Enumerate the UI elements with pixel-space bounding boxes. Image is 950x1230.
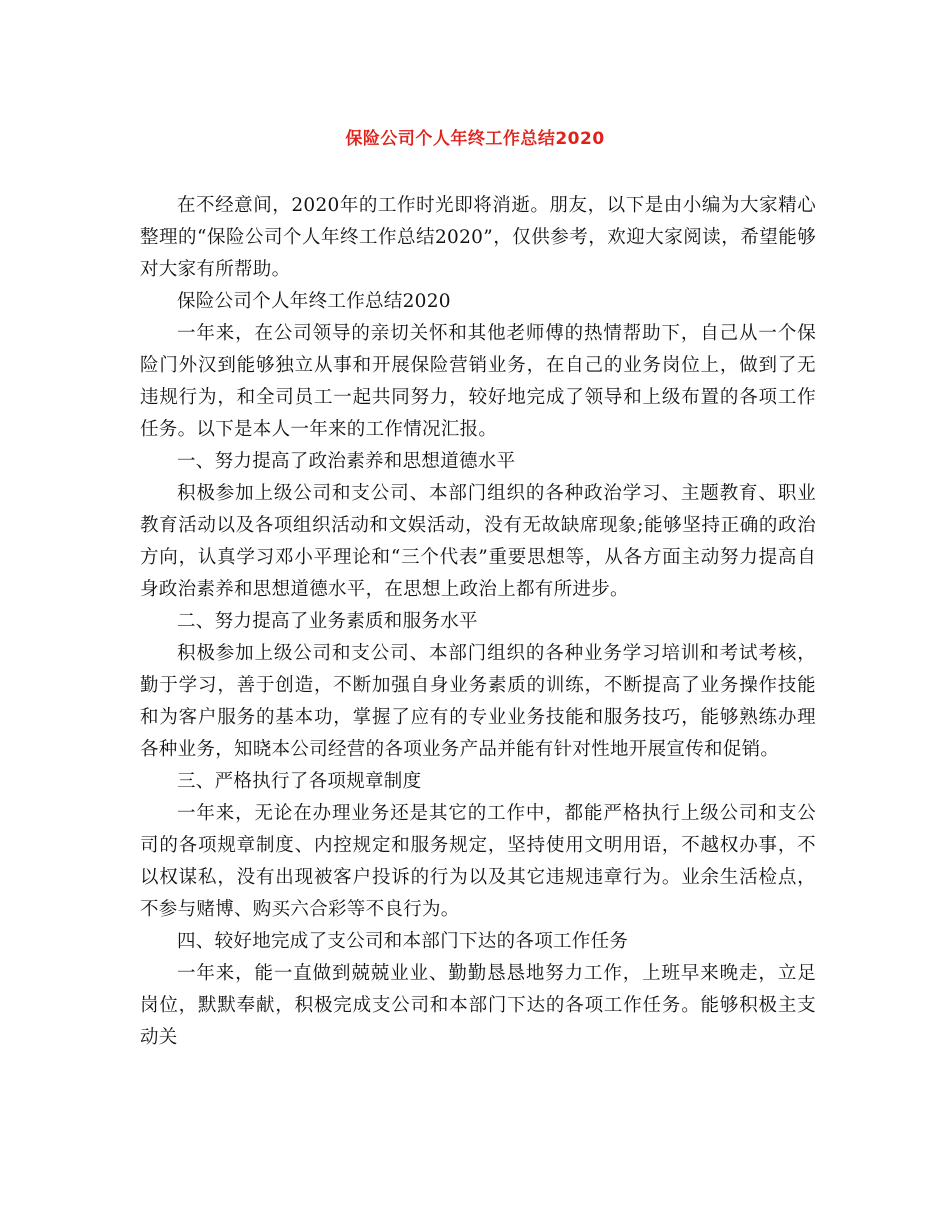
paragraph-subtitle: 保险公司个人年终工作总结2020 [177,291,451,312]
paragraph-section-1: 积极参加上级公司和支公司、本部门组织的各种政治学习、主题教育、职业教育活动以及各项组织活动和文娱活动，没有无故缺席现象;能够坚持正确的政治方向，认真学习邓小平理论和“三个代表”重要思想等，从各方面主动努力提高自身政治素养和思想道德水平，在思想上政治上都有所进步。 [140,483,816,600]
document-title: 保险公司个人年终工作总结2020 [345,129,605,149]
paragraph-intro: 在不经意间，2020年的工作时光即将消逝。朋友，以下是由小编为大家精心整理的“保险公司个人年终工作总结2020”，仅供参考，欢迎大家阅读，希望能够对大家有所帮助。 [140,195,816,280]
section-heading-2: 二、努力提高了业务素质和服务水平 [177,611,478,632]
section-heading-1: 一、努力提高了政治素养和思想道德水平 [177,451,516,472]
paragraph-section-4: 一年来，能一直做到兢兢业业、勤勤恳恳地努力工作，上班早来晚走，立足岗位，默默奉献，积极完成支公司和本部门下达的各项工作任务。能够积极主支动关 [140,963,816,1048]
document-body [140,190,816,1054]
paragraph-overview: 一年来，在公司领导的亲切关怀和其他老师傅的热情帮助下，自己从一个保险门外汉到能够独立从事和开展保险营销业务，在自己的业务岗位上，做到了无违规行为，和全司员工一起共同努力，较好地完成了领导和上级布置的各项工作任务。以下是本人一年来的工作情况汇报。 [140,323,816,440]
paragraph-section-3: 一年来，无论在办理业务还是其它的工作中，都能严格执行上级公司和支公司的各项规章制度、内控规定和服务规定，坚持使用文明用语，不越权办事，不以权谋私，没有出现被客户投诉的行为以及其它违规违章行为。业余生活检点，不参与赌博、购买六合彩等不良行为。 [140,803,816,920]
section-heading-4: 四、较好地完成了支公司和本部门下达的各项工作任务 [177,931,629,952]
section-heading-3: 三、严格执行了各项规章制度 [177,771,422,792]
paragraph-section-2: 积极参加上级公司和支公司、本部门组织的各种业务学习培训和考试考核，勤于学习，善于创造，不断加强自身业务素质的训练，不断提高了业务操作技能和为客户服务的基本功，掌握了应有的专业业务技能和服务技巧，能够熟练办理各种业务，知晓本公司经营的各项业务产品并能有针对性地开展宣传和促销。 [140,643,816,760]
